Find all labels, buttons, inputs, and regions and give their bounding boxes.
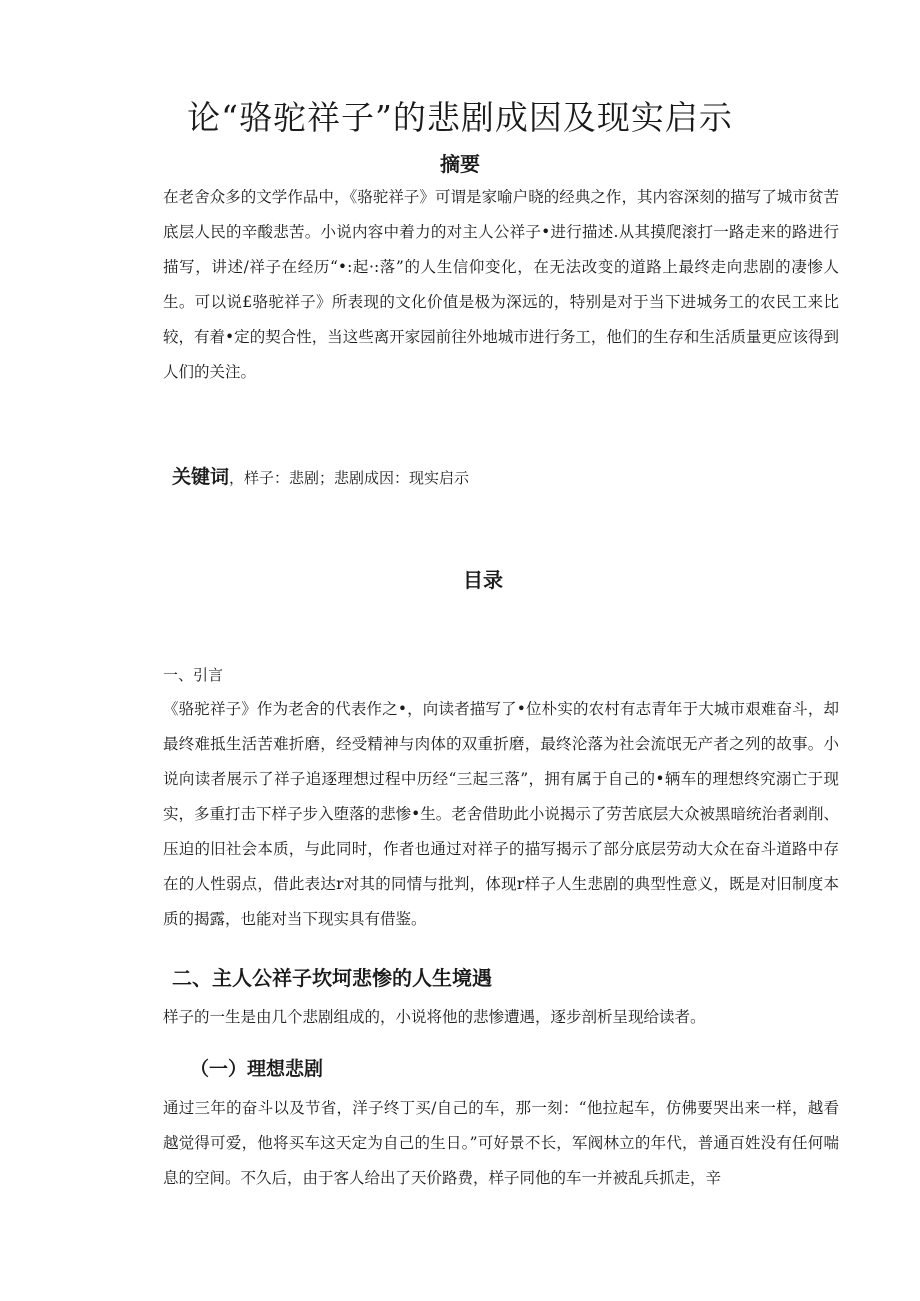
toc-heading: 目录 bbox=[463, 568, 503, 592]
subsection-1-heading: （一）理想悲剧 bbox=[190, 1058, 324, 1080]
abstract-paragraph: 在老舍众多的文学作品中，《骆驼祥子》可谓是家喻户晓的经典之作，其内容深刻的描写了城市贫苦底层人民的辛酸悲苦。小说内容中着力的对主人公祥子•进行描述.从其摸爬滚打一路走来的路进行描写，讲述/祥子在经历“•:起·:落”的人生信仰变化，在无法改变的道路上最终走向悲剧的凄惨人生。可以说£骆驼祥子》所表现的文化价值是极为深远的，特别是对于当下进城务工的农民工来比较，有着•定的契合性，当这些离开家园前往外地城市进行务工，他们的生存和生活质量更应该得到人们的关注。 bbox=[163, 188, 839, 381]
abstract-heading: 摘要 bbox=[440, 152, 480, 176]
section-1-heading: 一、引言 bbox=[163, 666, 224, 684]
subsection-1-paragraph: 通过三年的奋斗以及节省，洋子终丁买/自己的车，那一刻：“他拉起车，仿佛要哭出来一样，越看越觉得可爱，他将买车这天定为自己的生日。”可好景不长，军阀林立的年代，普通百姓没有任何喘息的空间。不久后，由于客人给出了天价路费，样子同他的车一并被乱兵抓走，辛 bbox=[163, 1099, 839, 1187]
document-title: 论“骆驼祥子”的悲剧成因及现实启示 bbox=[187, 98, 733, 137]
section-2-heading: 二、主人公祥子坎坷悲惨的人生境遇 bbox=[172, 966, 492, 990]
keywords-line bbox=[172, 462, 469, 489]
section-2-paragraph: 样子的一生是由几个悲剧组成的，小说将他的悲惨遭遇，逐步剖析呈现给读者。 bbox=[163, 1008, 706, 1026]
keywords-label: 关键词 bbox=[172, 466, 230, 488]
keywords-text: ，样子：悲剧；悲剧成因：现实启示 bbox=[229, 469, 470, 487]
section-1-paragraph: 《骆驼祥子》作为老舍的代表作之•，向读者描写了•位朴实的农村有志青年于大城市艰难奋斗，却最终难抵生活苦难折磨，经受精神与肉体的双重折磨，最终沦落为社会流氓无产者之列的故事。小说向读者展示了祥子追逐理想过程中历经“三起三落”，拥有属于自己的•辆车的理想终究溺亡于现实，多重打击下样子步入堕落的悲惨•生。老舍借助此小说揭示了劳苦底层大众被黑暗统治者剥削、压迫的旧社会本质，与此同时，作者也通过对祥子的描写揭示了部分底层劳动大众在奋斗道路中存在的人性弱点，借此表达r对其的同情与批判，体现r样子人生悲剧的典型性意义，既是对旧制度本质的揭露，也能对当下现实具有借鉴。 bbox=[163, 700, 839, 928]
